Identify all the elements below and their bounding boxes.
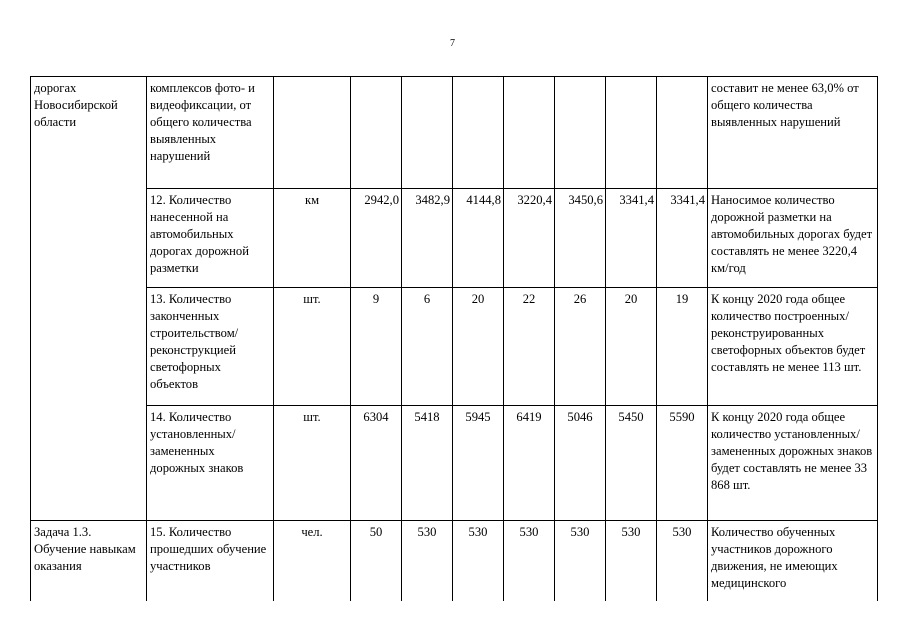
value-cell: 530 [657, 521, 708, 601]
task-cell: дорогах Новосибирской области [31, 77, 147, 521]
value-cell: 530 [606, 521, 657, 601]
value-cell: 19 [657, 288, 708, 406]
task-cell: Задача 1.3. Обучение навыкам оказания [31, 521, 147, 601]
value-cell: 3450,6 [555, 189, 606, 288]
value-cell: 5046 [555, 406, 606, 521]
table-row [31, 406, 878, 521]
value-cell: 5450 [606, 406, 657, 521]
value-cell: 3220,4 [504, 189, 555, 288]
unit-cell: км [274, 189, 351, 288]
value-cell [402, 77, 453, 189]
value-cell: 3482,9 [402, 189, 453, 288]
indicator-cell: 12. Количество нанесенной на автомобильных дорогах дорожной разметки [147, 189, 274, 288]
indicator-cell: 13. Количество законченных строительством/ реконструкцией светофорных объектов [147, 288, 274, 406]
value-cell: 9 [351, 288, 402, 406]
value-cell: 530 [402, 521, 453, 601]
table-row [31, 288, 878, 406]
value-cell [555, 77, 606, 189]
value-cell: 530 [504, 521, 555, 601]
value-cell [351, 77, 402, 189]
unit-cell: шт. [274, 288, 351, 406]
value-cell: 6419 [504, 406, 555, 521]
result-cell: Наносимое количество дорожной разметки на автомобильных дорогах будет составлять не менее 3220,4 км/год [708, 189, 878, 288]
value-cell [453, 77, 504, 189]
value-cell: 26 [555, 288, 606, 406]
unit-cell [274, 77, 351, 189]
value-cell: 2942,0 [351, 189, 402, 288]
value-cell: 5590 [657, 406, 708, 521]
value-cell: 530 [453, 521, 504, 601]
value-cell: 20 [453, 288, 504, 406]
indicator-cell: комплексов фото- и видеофиксации, от общего количества выявленных нарушений [147, 77, 274, 189]
value-cell [504, 77, 555, 189]
value-cell: 3341,4 [606, 189, 657, 288]
indicator-cell: 14. Количество установленных/ замененных дорожных знаков [147, 406, 274, 521]
value-cell: 22 [504, 288, 555, 406]
value-cell: 3341,4 [657, 189, 708, 288]
table-row [31, 189, 878, 288]
value-cell: 20 [606, 288, 657, 406]
table-row [31, 521, 878, 601]
value-cell: 5945 [453, 406, 504, 521]
page-number: 7 [450, 38, 455, 49]
result-cell: К концу 2020 года общее количество установленных/ замененных дорожных знаков будет составлять не менее 33 868 шт. [708, 406, 878, 521]
value-cell: 5418 [402, 406, 453, 521]
value-cell: 530 [555, 521, 606, 601]
value-cell [606, 77, 657, 189]
value-cell: 4144,8 [453, 189, 504, 288]
value-cell: 6 [402, 288, 453, 406]
result-cell: составит не менее 63,0% от общего количества выявленных нарушений [708, 77, 878, 189]
unit-cell: чел. [274, 521, 351, 601]
result-cell: К концу 2020 года общее количество построенных/ реконструированных светофорных объектов будет составлять не менее 113 шт. [708, 288, 878, 406]
value-cell [657, 77, 708, 189]
table-row [31, 77, 878, 189]
result-cell: Количество обученных участников дорожного движения, не имеющих медицинского [708, 521, 878, 601]
value-cell: 50 [351, 521, 402, 601]
unit-cell: шт. [274, 406, 351, 521]
value-cell: 6304 [351, 406, 402, 521]
indicators-table [30, 76, 878, 601]
indicator-cell: 15. Количество прошедших обучение участников [147, 521, 274, 601]
